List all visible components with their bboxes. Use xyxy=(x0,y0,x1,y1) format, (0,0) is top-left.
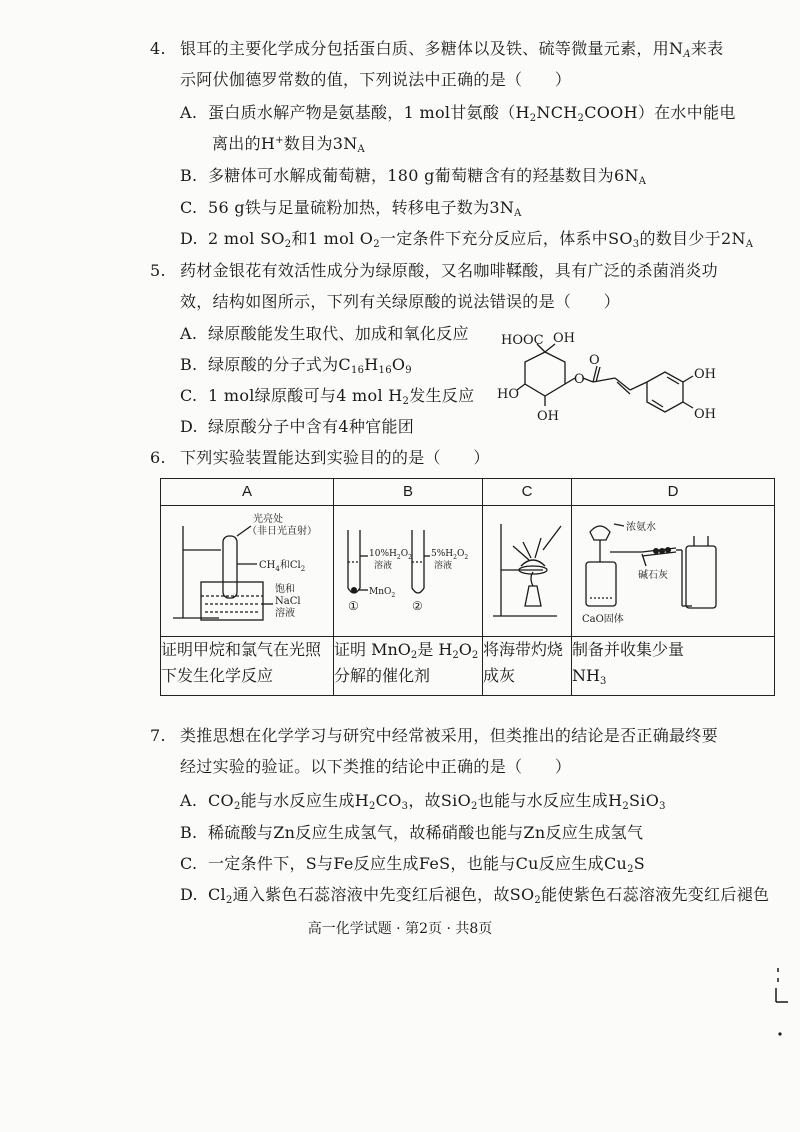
q4-stem: 4. 银耳的主要化学成分包括蛋白质、多糖体以及铁、硫等微量元素，用$N_A$来表 xyxy=(150,39,724,60)
q6-header-c: C xyxy=(483,479,572,506)
q5-option-d: D. 绿原酸分子中含有4种官能团 xyxy=(180,417,415,436)
q7-option-a: A. $CO_2$能与水反应生成$H_2CO_3$，故SiO$_2$也能与水反应生成$H_2SiO_3$ xyxy=(180,791,666,812)
fig-b-mno2: MnO$_2$ xyxy=(369,587,396,599)
fig-a-light-note: （非日光直射） xyxy=(247,526,317,537)
q6-caption-b: 证明 MnO$_2$是 $H_2O_2$分解的催化剂 xyxy=(334,637,483,696)
fig-b-tube1: ① xyxy=(348,599,359,613)
q4-option-a-cont: 离出的H+数目为$3N_A$ xyxy=(212,134,366,155)
q4-option-b: B. 多糖体可水解成葡萄糖，180 g葡萄糖含有的羟基数目为$6N_A$ xyxy=(180,166,647,187)
q6-table xyxy=(160,478,775,696)
struct-o-carbonyl: O xyxy=(589,353,600,368)
q5-option-c: C. 1 mol绿原酸可与4 mol $H_2$发生反应 xyxy=(180,386,475,407)
fig-b-sol1: 溶液 xyxy=(374,561,393,571)
fig-d-cao: CaO固体 xyxy=(582,614,624,625)
fig-a-solution: 溶液 xyxy=(275,608,295,619)
q5-stem-cont: 效，结构如图所示，下列有关绿原酸的说法错误的是（ ） xyxy=(180,292,621,311)
fig-a-nacl: NaCl xyxy=(275,596,301,607)
binding-mark xyxy=(772,968,792,1048)
q5-stem: 5. 药材金银花有效活性成分为绿原酸，又名咖啡鞣酸，具有广泛的杀菌消炎功 xyxy=(150,261,718,280)
struct-ho-left: HO xyxy=(497,387,519,402)
q6-stem: 6. 下列实验装置能达到实验目的的是（ ） xyxy=(150,448,490,467)
struct-oh-right2: OH xyxy=(694,407,716,422)
fig-d-sodalime: 碱石灰 xyxy=(638,570,668,581)
fig-b-tube2: ② xyxy=(412,599,423,613)
struct-cooh: HOOC xyxy=(501,333,544,348)
q6-header-b: B xyxy=(334,479,483,506)
q4-option-c: C. 56 g铁与足量硫粉加热，转移电子数为$3N_A$ xyxy=(180,198,522,219)
q6-header-d: D xyxy=(572,479,775,506)
fig-a-gas: $CH_4$和$Cl_2$ xyxy=(259,560,306,573)
q6-figure-c xyxy=(483,506,572,637)
q6-figure-a xyxy=(161,506,334,637)
fig-b-h2o2-10: $10\%H_2O_2$ xyxy=(369,549,412,561)
q7-stem-cont: 经过实验的验证。以下类推的结论中正确的是（ ） xyxy=(180,757,572,776)
q7-option-d: D. $Cl_2$通入紫色石蕊溶液中先变红后褪色，故$SO_2$能使紫色石蕊溶液先变红后褪色 xyxy=(180,885,770,906)
q6-header-a: A xyxy=(161,479,334,506)
struct-oh-bottom: OH xyxy=(537,409,559,424)
page-footer: 高一化学试题 · 第2页 · 共8页 xyxy=(307,921,493,937)
q7-option-c: C. 一定条件下，S与Fe反应生成FeS，也能与Cu反应生成$Cu_2S$ xyxy=(180,854,646,875)
q4-option-d: D. 2 mol $SO_2$和1 mol $O_2$一定条件下充分反应后，体系中$SO_3$的数目少于$2N_A$ xyxy=(180,229,754,250)
q7-option-b: B. 稀硫酸与Zn反应生成氢气，故稀硝酸也能与Zn反应生成氢气 xyxy=(180,823,644,842)
q6-caption-c: 将海带灼烧成灰 xyxy=(483,637,572,696)
fig-a-light: 光亮处 xyxy=(253,514,283,525)
q6-figure-b xyxy=(334,506,483,637)
q5-option-b: B. 绿原酸的分子式为$C_{16}H_{16}O_9$ xyxy=(180,355,412,376)
q7-stem: 7. 类推思想在化学学习与研究中经常被采用，但类推出的结论是否正确最终要 xyxy=(150,726,718,745)
q6-caption-d: 制备并收集少量 $NH_3$ xyxy=(572,637,775,696)
q6-figure-d xyxy=(572,506,775,637)
struct-oh-right1: OH xyxy=(694,367,716,382)
q6-caption-a: 证明甲烷和氯气在光照下发生化学反应 xyxy=(161,637,334,696)
fig-b-sol2: 溶液 xyxy=(434,561,453,571)
q4-option-a: A. 蛋白质水解产物是氨基酸，1 mol甘氨酸$(H_2NCH_2COOH)$在水中能电 xyxy=(180,103,736,124)
q4-stem-cont: 示阿伏伽德罗常数的值，下列说法中正确的是（ ） xyxy=(180,70,572,89)
fig-a-sat: 饱和 xyxy=(275,584,295,595)
struct-o-ester: O xyxy=(574,372,585,387)
q5-option-a: A. 绿原酸能发生取代、加成和氧化反应 xyxy=(180,324,469,343)
fig-b-h2o2-5: $5\%H_2O_2$ xyxy=(431,549,469,561)
fig-d-ammonia: 浓氨水 xyxy=(626,522,656,533)
chlorogenic-acid-structure xyxy=(495,322,735,432)
struct-oh-top: OH xyxy=(553,331,575,346)
